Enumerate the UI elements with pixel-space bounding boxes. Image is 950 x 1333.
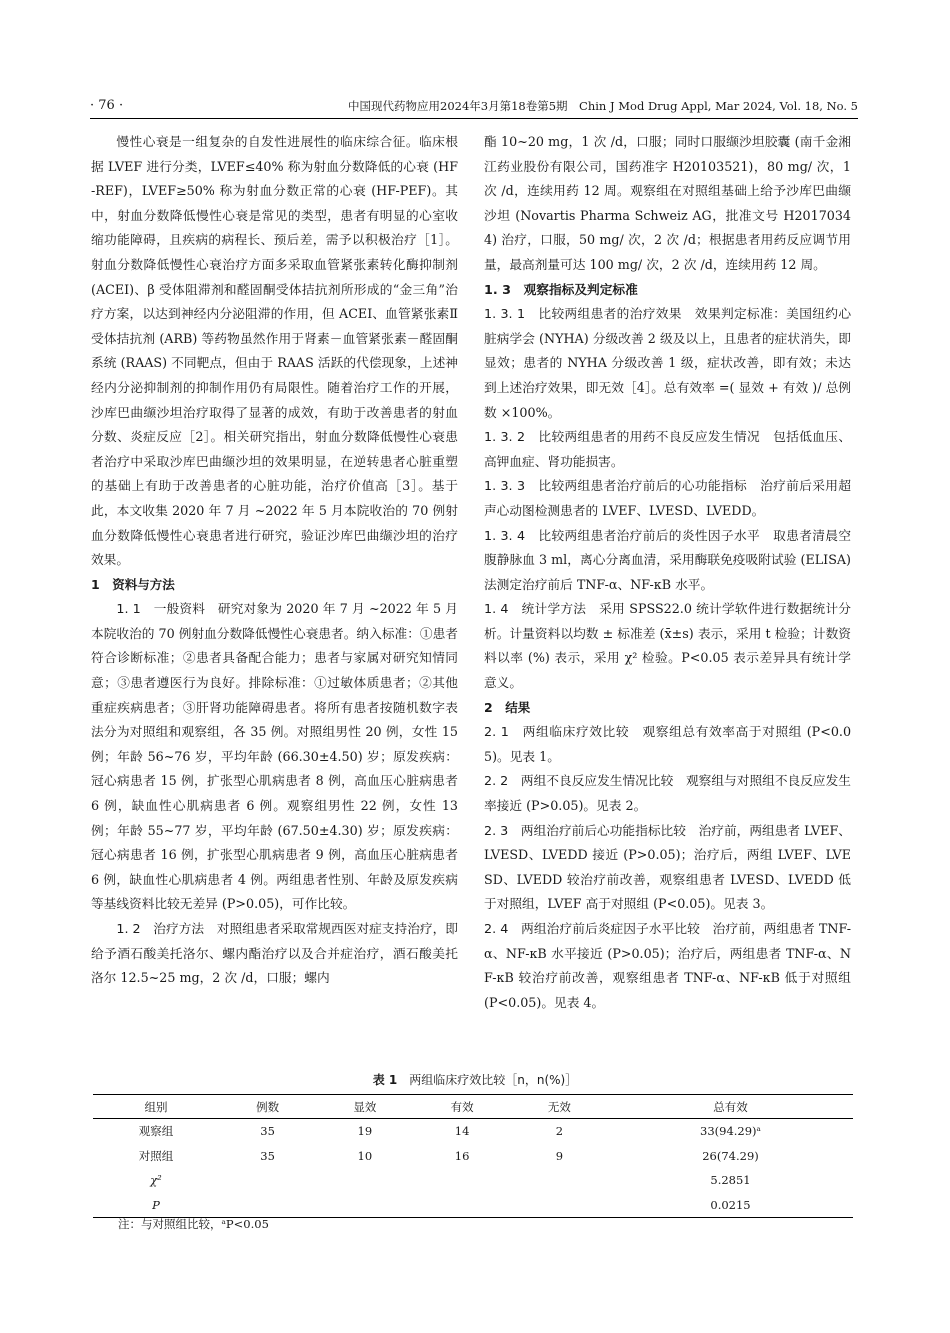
section-1-4-text: 采用 SPSS22.0 统计学软件进行数据统计分析。计量资料以均数 ± 标准差 (x̄±s) 表示，采用 t 检验；计数资料以率 (%) 表示，采用 χ² 检验。P<0.05 表示差异具有统计学意义。 <box>484 601 851 691</box>
table-cell: 10 <box>357 1148 373 1163</box>
section-2-1 <box>484 720 851 769</box>
section-2-2-text: 观察组与对照组不良反应发生率接近 (P>0.05)。见表 2。 <box>484 773 851 814</box>
section-1-2-continued: 酯 10~20 mg，1 次 /d，口服；同时口服缬沙坦胶囊 (南千金湘江药业股份有限公司，国药准字 H20103521)，80 mg/ 次，1 次 /d，连续用药 12 周。观察组在对照组基础上给予沙库巴曲缬沙坦 (Novartis Pharma Schweiz AG，批准文号 H20170344) 治疗，口服，50 mg/ 次，2 次 /d；根据患者用药反应调节用量，最高剂量可达 100 mg/ 次，2 次 /d，连续用药 12 周。 <box>484 134 851 272</box>
table-1 <box>93 1094 853 1218</box>
table-row <box>93 1168 853 1193</box>
table-cell: 9 <box>555 1148 564 1163</box>
section-1-3-4-text: 取患者清晨空腹静脉血 3 ml，离心分离血清，采用酶联免疫吸附试验 (ELISA) 法测定治疗前后 TNF-α、NF-κB 水平。 <box>484 527 852 592</box>
table-cell-chi-square: χ² <box>150 1173 162 1188</box>
section-2-1-title: 2. 1 两组临床疗效比较 <box>484 724 630 740</box>
right-column <box>484 130 851 1015</box>
table-cell: 14 <box>454 1124 470 1139</box>
section-2-3-title: 2. 3 两组治疗前后心功能指标比较 <box>484 822 686 838</box>
section-2-2 <box>484 769 851 818</box>
section-1-3-1-text: 效果判定标准：美国纽约心脏病学会 (NYHA) 分级改善 2 级及以上，且患者的症状消失，即显效；患者的 NYHA 分级改善 1 级，症状改善，即有效；未达到上述治疗效果，即无效［4］。总有效率 =( 显效 + 有效 )/ 总例数 ×100%。 <box>484 306 852 420</box>
table-cell <box>316 1168 413 1193</box>
section-2-4-title: 2. 4 两组治疗前后炎症因子水平比较 <box>484 921 700 936</box>
table-cell: 0.0215 <box>608 1193 853 1218</box>
section-2-3 <box>484 819 851 917</box>
left-column <box>91 130 458 991</box>
section-2-4 <box>484 917 851 1015</box>
col-header-group: 组别 <box>93 1095 219 1119</box>
col-header-total: 总有效 <box>608 1095 853 1119</box>
section-1-3-3-text: 治疗前后采用超声心动图检测患者的 LVEF、LVESD、LVEDD。 <box>484 478 852 518</box>
table-1-caption <box>0 1071 950 1088</box>
table-cell: 33(94.29)ᵃ <box>700 1124 761 1139</box>
section-2-3-text: 治疗前，两组患者 LVEF、LVESD、LVEDD 接近 (P>0.05)；治疗后，两组 LVEF、LVESD、LVEDD 较治疗前改善，观察组患者 LVESD、LVEDD 低于对照组，LVEF 高于对照组 (P<0.05)。见表 3。 <box>484 822 851 912</box>
section-1-4 <box>484 597 851 695</box>
section-1-2-text: 对照组患者采取常规西医对症支持治疗，即给予酒石酸美托洛尔、螺内酯治疗以及合并症治疗，酒石酸美托洛尔 12.5~25 mg，2 次 /d，口服；螺内 <box>91 921 458 986</box>
page-number: · 76 · <box>90 98 124 113</box>
table-cell: 2 <box>555 1124 564 1139</box>
table-cell <box>219 1193 316 1218</box>
header-rule <box>90 118 858 119</box>
table-cell-p: P <box>93 1193 219 1218</box>
table-cell <box>219 1168 316 1193</box>
section-1-3-1-title: 1. 3. 1 比较两组患者的治疗效果 <box>484 306 682 322</box>
table-1-title: 两组临床疗效比较［n，n(%)］ <box>409 1073 578 1087</box>
journal-citation: 中国现代药物应用2024年3月第18卷第5期 Chin J Mod Drug Appl, Mar 2024, Vol. 18, No. 5 <box>348 99 858 113</box>
table-row <box>93 1193 853 1218</box>
section-1-3-3 <box>484 474 851 523</box>
running-header <box>90 96 858 118</box>
section-1-3-4 <box>484 524 851 598</box>
section-1-1-text: 研究对象为 2020 年 7 月 ~2022 年 5 月本院收治的 70 例射血分数降低慢性心衰患者。纳入标准：①患者符合诊断标准；②患者具备配合能力；患者与家属对研究知情同意；③患者遵医行为良好。排除标准：①过敏体质患者；②其他重症疾病患者；③肝肾功能障碍患者。将所有患者按随机数字表法分为对照组和观察组，各 35 例。对照组男性 20 例，女性 15 例；年龄 56~76 岁，平均年龄 (66.30±4.50) 岁；原发疾病：冠心病患者 15 例，扩张型心肌病患者 8 例，高血压心脏病患者 6 例，缺血性心肌病患者 6 例。观察组男性 22 例，女性 13 例；年龄 55~77 岁，平均年龄 (67.50±4.30) 岁；原发疾病：冠心病患者 16 例，扩张型心肌病患者 9 例，高血压心脏病患者 6 例，缺血性心肌病患者 4 例。两组患者性别、年龄及原发疾病等基线资料比较无差异 (P>0.05)，可作比较。 <box>91 601 458 912</box>
table-cell <box>511 1193 608 1218</box>
col-header-effective: 有效 <box>414 1095 511 1119</box>
section-2-4-text: 治疗前，两组患者 TNF-α、NF-κB 水平接近 (P>0.05)；治疗后，两组患者 TNF-α、NF-κB 较治疗前改善，观察组患者 TNF-α、NF-κB 低于对照组 (P<0.05)。见表 4。 <box>484 921 852 1010</box>
table-cell: 35 <box>260 1148 275 1163</box>
section-1-3-1 <box>484 302 851 425</box>
col-header-marked: 显效 <box>316 1095 413 1119</box>
table-cell: 5.2851 <box>710 1173 751 1188</box>
table-row <box>93 1119 853 1144</box>
table-cell <box>511 1168 608 1193</box>
section-1-3-2 <box>484 425 851 474</box>
section-2-2-title: 2. 2 两组不良反应发生情况比较 <box>484 773 674 789</box>
section-1-4-title: 1. 4 统计学方法 <box>484 601 587 617</box>
table-cell: 26(74.29) <box>702 1148 759 1163</box>
section-1-2 <box>91 917 458 991</box>
table-cell: 19 <box>357 1124 373 1139</box>
table-row <box>93 1144 853 1169</box>
table-cell: 35 <box>260 1124 275 1139</box>
section-1-3-4-title: 1. 3. 4 比较两组患者治疗前后的炎性因子水平 <box>484 527 761 543</box>
table-1-note: 注：与对照组比较，ᵃP<0.05 <box>118 1217 269 1231</box>
table-cell <box>316 1193 413 1218</box>
section-1-3-2-text: 包括低血压、高钾血症、肾功能损害。 <box>484 429 852 469</box>
section-1-3-heading: 1. 3 观察指标及判定标准 <box>484 281 638 297</box>
table-header-row <box>93 1095 853 1119</box>
section-1-1 <box>91 597 458 917</box>
col-header-count: 例数 <box>219 1095 316 1119</box>
section-1-3-3-title: 1. 3. 3 比较两组患者治疗前后的心功能指标 <box>484 478 748 494</box>
table-cell <box>414 1193 511 1218</box>
table-cell: 对照组 <box>138 1148 174 1163</box>
table-cell: 观察组 <box>138 1124 174 1139</box>
table-1-label: 表 1 <box>372 1073 398 1087</box>
section-2-heading: 2 结果 <box>484 699 531 715</box>
intro-paragraph: 慢性心衰是一组复杂的自发性进展性的临床综合征。临床根据 LVEF 进行分类，LVEF≤40% 称为射血分数降低的心衰 (HF-REF)，LVEF≥50% 称为射血分数正常的心衰 (HF-PEF)。其中，射血分数降低慢性心衰是常见的类型，患者有明显的心室收缩功能障碍，且疾病的病程长、预后差，需予以积极治疗［1］。射血分数降低慢性心衰治疗方面多采取血管紧张素转化酶抑制剂 (ACEI)、β 受体阻滞剂和醛固酮受体拮抗剂所形成的“金三角”治疗方案，以达到神经内分泌阻滞的作用，但 ACEI、血管紧张素Ⅱ受体拮抗剂 (ARB) 等药物虽然作用于肾素－血管紧张素－醛固酮系统 (RAAS) 不同靶点，但由于 RAAS 活跃的代偿现象，上述神经内分泌抑制剂的抑制作用仍有局限性。随着治疗工作的开展，沙库巴曲缬沙坦治疗取得了显著的成效，有助于改善患者的射血分数、炎症反应［2］。相关研究指出，射血分数降低慢性心衰患者治疗中采取沙库巴曲缬沙坦的效果明显，在逆转患者心脏重塑的基础上有助于改善患者的心脏功能，治疗价值高［3］。基于此，本文收集 2020 年 7 月 ~2022 年 5 月本院收治的 70 例射血分数降低慢性心衰患者进行研究，验证沙库巴曲缬沙坦的治疗效果。 <box>91 134 458 568</box>
table-cell <box>414 1168 511 1193</box>
table-cell: 16 <box>454 1148 470 1163</box>
section-1-1-title: 1. 1 一般资料 <box>116 601 206 617</box>
section-2-1-text: 观察组总有效率高于对照组 (P<0.05)。见表 1。 <box>484 724 852 764</box>
section-1-heading: 1 资料与方法 <box>91 576 175 592</box>
section-1-3-2-title: 1. 3. 2 比较两组患者的用药不良反应发生情况 <box>484 429 761 445</box>
col-header-ineffective: 无效 <box>511 1095 608 1119</box>
section-1-2-title: 1. 2 治疗方法 <box>116 921 205 936</box>
